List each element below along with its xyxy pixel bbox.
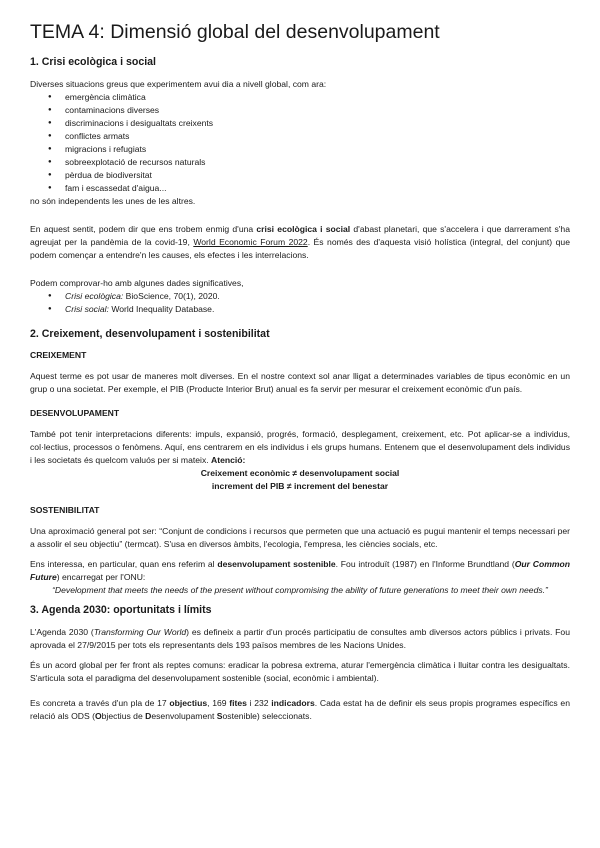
section-2-heading: 2. Creixement, desenvolupament i sostenibilitat: [30, 328, 270, 340]
list-item: ● migracions i refugiats: [48, 143, 570, 156]
list-item: ● emergència climàtica: [48, 91, 570, 104]
s1-data-list: [30, 290, 570, 316]
creixement-paragraph: Aquest terme es pot usar de maneres molt diverses. En el nostre context sol anar lligat a determinades variables de tipus econòmic en un grup o una societat. Per exemple, el PIB (Producte Interior Brut) anual es fa servir per mesurar el creixement econòmic d'un país.: [30, 371, 570, 394]
atencio-line-2: increment del PIB ≠ increment del benestar: [211, 481, 389, 491]
list-item: ● conflictes armats: [48, 130, 570, 143]
s1-paragraph-3: Podem comprovar-ho amb algunes dades significatives,: [30, 278, 244, 288]
list-item: ● Crisi social: World Inequality Database.: [48, 303, 570, 316]
s1-situations-list: [30, 91, 570, 195]
list-item: ● Crisi ecològica: BioScience, 70(1), 2020.: [48, 290, 570, 303]
list-item: ● contaminacions diverses: [48, 104, 570, 117]
s3-paragraph-3: Es concreta a través d'un pla de 17 objectius, 169 fites i 232 indicadors. Cada estat ha de definir els seus propis programes específics en relació als ODS (Objectius de Desenvolupament Sostenible) seleccionats.: [30, 698, 570, 721]
list-item: ● pèrdua de biodiversitat: [48, 169, 570, 182]
s3-paragraph-2: És un acord global per fer front als reptes comuns: eradicar la pobresa extrema, aturar l'emergència climàtica i lluitar contra les desigualtats. S'articula sota el paradigma del desenvolupament sostenible (social, econòmic i ambiental).: [30, 660, 570, 683]
list-item: ● sobreexplotació de recursos naturals: [48, 156, 570, 169]
sostenibilitat-heading: SOSTENIBILITAT: [30, 505, 100, 515]
desenvolupament-heading: DESENVOLUPAMENT: [30, 408, 120, 418]
s3-paragraph-1: L'Agenda 2030 (Transforming Our World) es defineix a partir d'un procés participatiu de consultes amb diversos actors públics i privats. Fou aprovada el 27/9/2015 per tots els representants dels 193 països membres de les Nacions Unides.: [30, 627, 570, 650]
brundtland-quote: “Development that meets the needs of the present without compromising the ability of future generations to meet their own needs.”: [52, 585, 548, 595]
sostenibilitat-paragraph-2: Ens interessa, en particular, quan ens referim al desenvolupament sostenible. Fou introduït (1987) en l'Informe Brundtland (Our Common Future) encarregat per l'ONU:: [30, 559, 570, 582]
list-item: ● discriminacions i desigualtats creixents: [48, 117, 570, 130]
s1-paragraph-2: En aquest sentit, podem dir que ens trobem enmig d'una crisi ecològica i social d'abast planetari, que s'accelera i que darrerament s'ha agreujat per la pandèmia de la covid-19, World Economic Forum 2022. És només des d'aquesta visió holística (integral, del conjunt) que podem començar a entendre'n les causes, els efectes i les interrelacions.: [30, 224, 570, 260]
page-title: TEMA 4: Dimensió global del desenvolupament: [30, 21, 440, 43]
sostenibilitat-paragraph-1: Una aproximació general pot ser: “Conjunt de condicions i recursos que permeten que una actuació es pugui mantenir el temps necessari per a assolir el seu objectiu” (termcat). S'usa en diversos àmbits, l'ecologia, l'empresa, les ciències socials, etc.: [30, 526, 570, 549]
section-1-heading: 1. Crisi ecològica i social: [30, 56, 157, 68]
creixement-heading: CREIXEMENT: [30, 350, 87, 360]
s1-after-list: no són independents les unes de les altres.: [30, 196, 196, 206]
atencio-line-1: Creixement econòmic ≠ desenvolupament social: [200, 468, 400, 478]
desenvolupament-paragraph: També pot tenir interpretacions diferents: impuls, expansió, progrés, formació, desplegament, creixement, etc. Pot aplicar-se a individus, col·lectius, processos o fenòmens. Aquí, ens centrarem en els individus i els grups humans. Entenem que el desenvolupament dels individus i les societats és quelcom valuós per si mateix. Atenció:: [30, 429, 570, 465]
wef-2022-link[interactable]: World Economic Forum 2022: [193, 237, 308, 247]
list-item: ● fam i escassedat d'aigua...: [48, 182, 570, 195]
section-3-heading: 3. Agenda 2030: oportunitats i límits: [30, 604, 212, 616]
document-page: [30, 20, 570, 723]
s1-intro: Diverses situacions greus que experimentem avui dia a nivell global, com ara:: [30, 79, 327, 89]
